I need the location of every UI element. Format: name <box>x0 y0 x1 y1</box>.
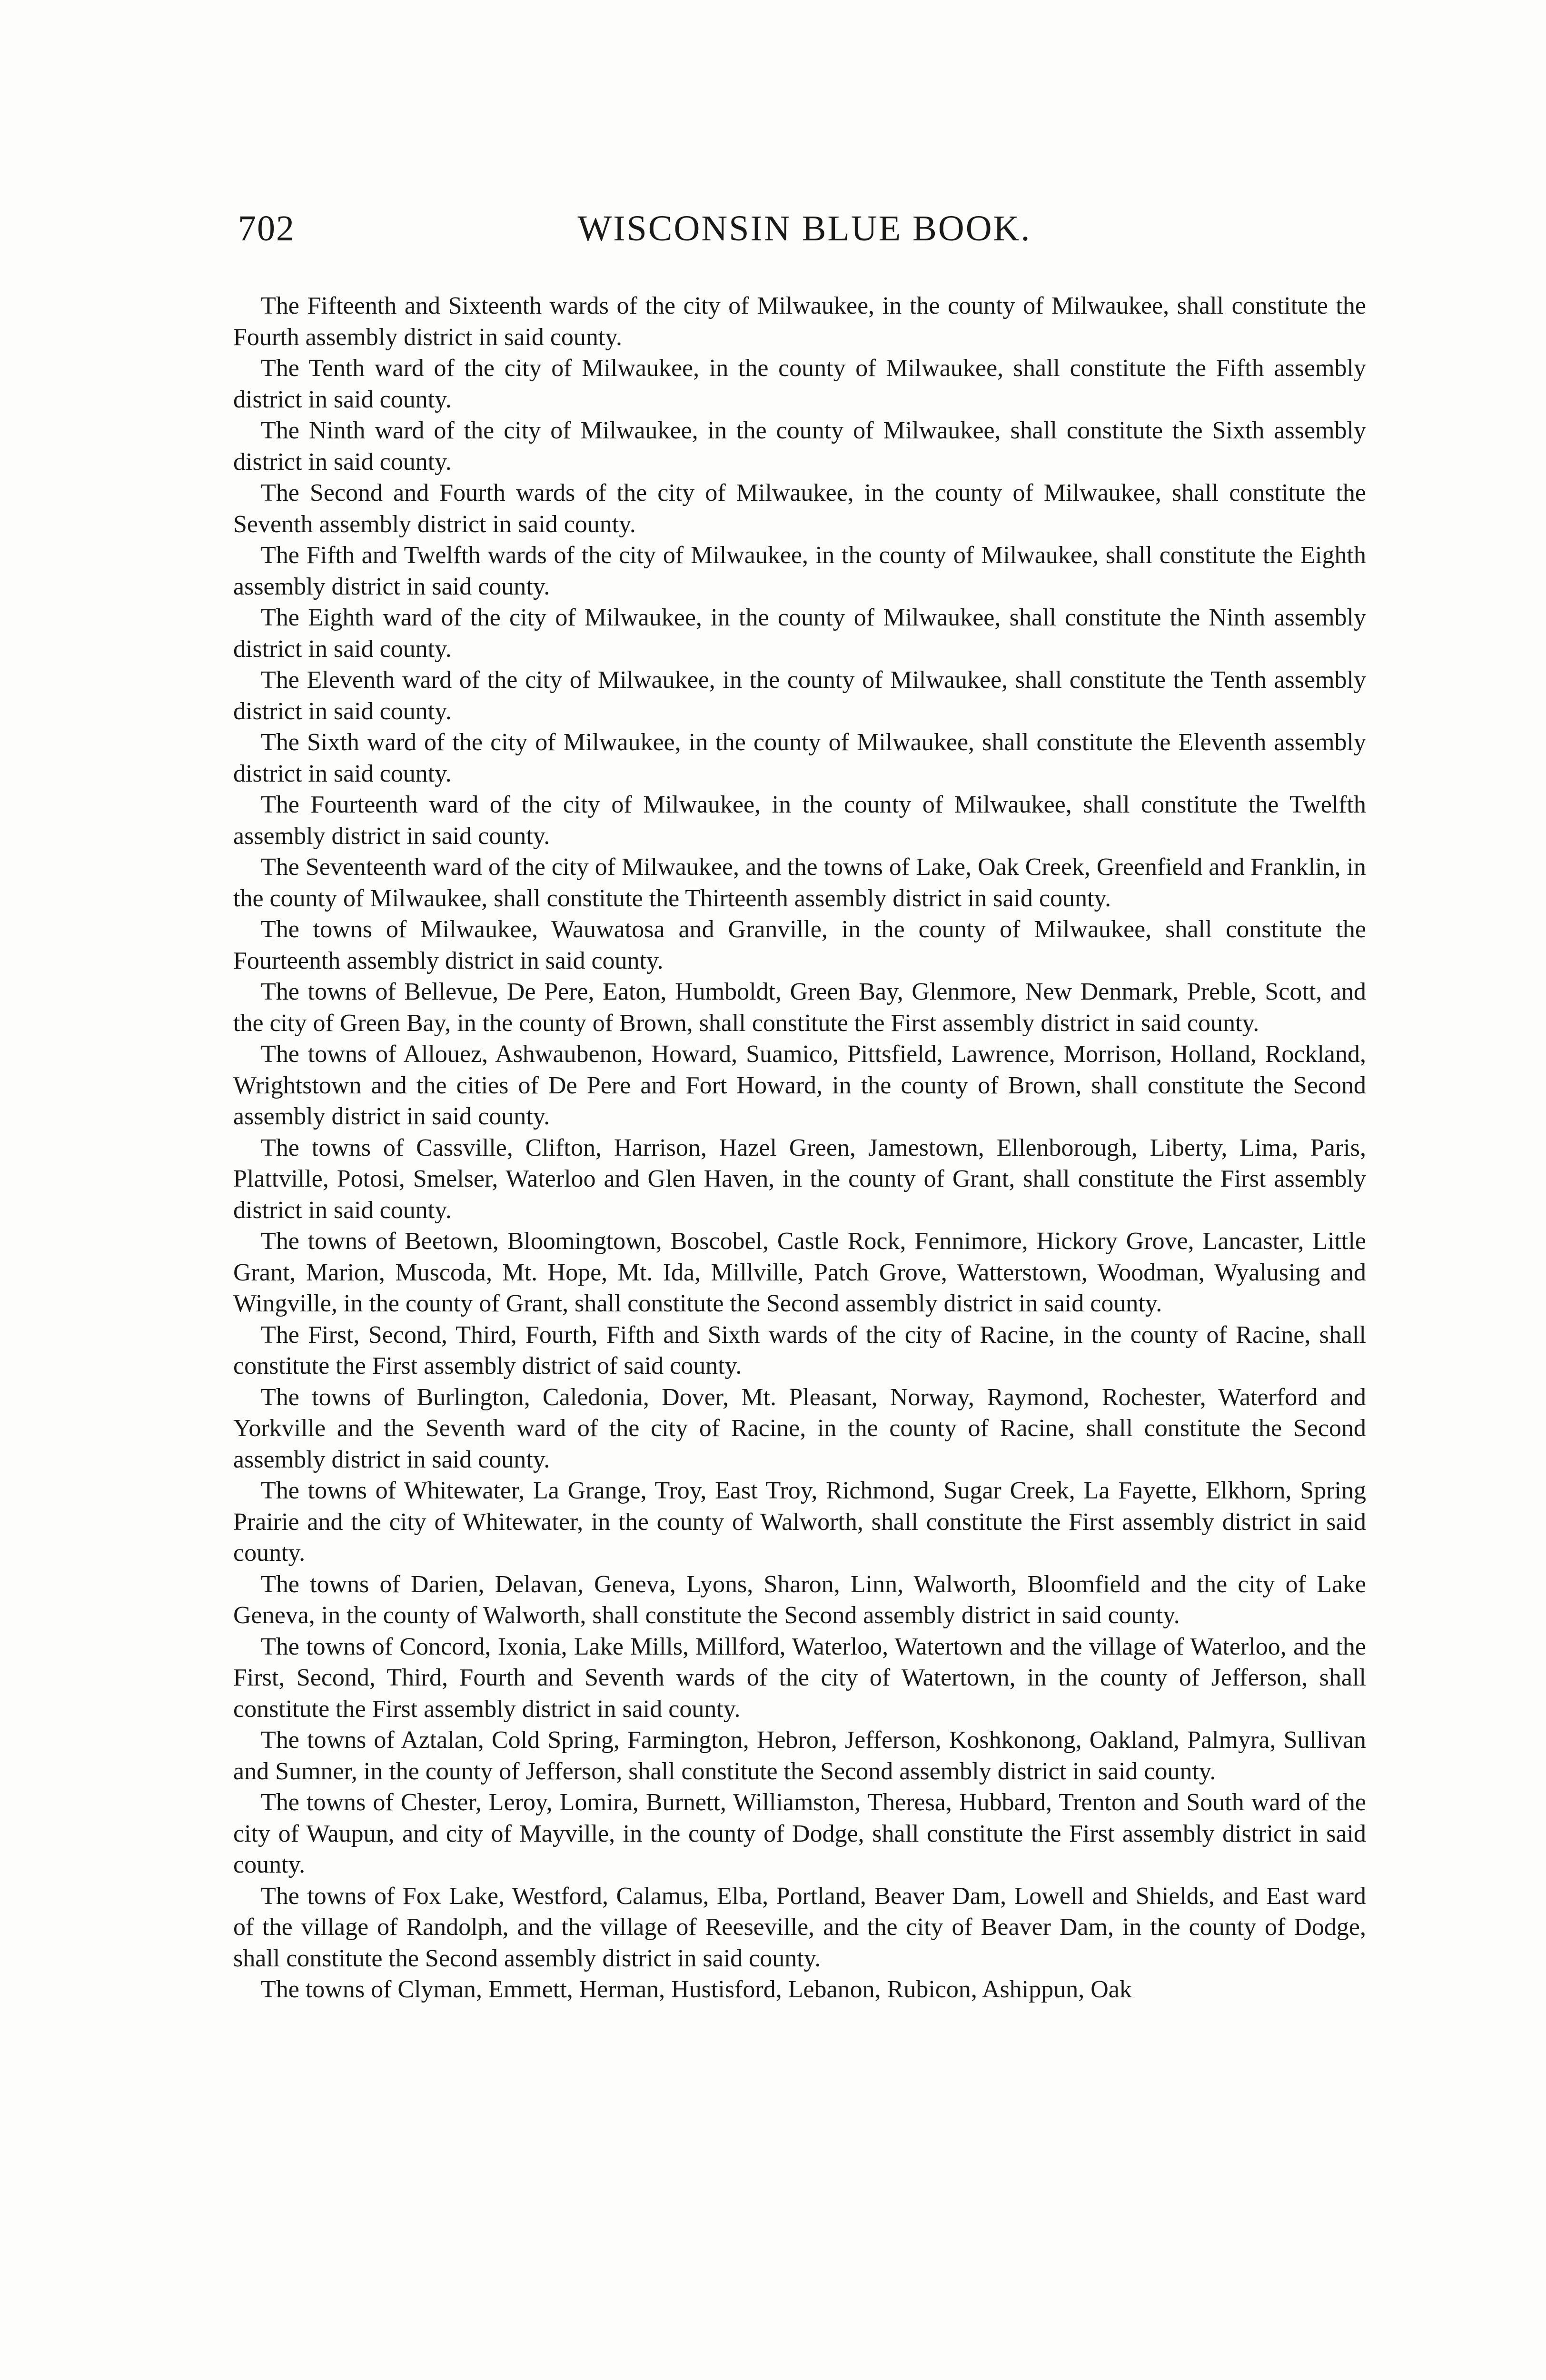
paragraph: The towns of Whitewater, La Grange, Troy, East Troy, Richmond, Sugar Creek, La Fayette, Elkhorn, Spring Prairie and the city of Whitewater, in the county of Walworth, shall constitute the First assembly district in said county. <box>233 1477 1366 1567</box>
page-header <box>238 205 1371 252</box>
paragraph: The towns of Cassville, Clifton, Harrison, Hazel Green, Jamestown, Ellenborough, Liberty, Lima, Paris, Plattville, Potosi, Smelser, Waterloo and Glen Haven, in the county of Grant, shall constitute the First assembly district in said county. <box>233 1134 1366 1224</box>
paragraph: The Fifteenth and Sixteenth wards of the city of Milwaukee, in the county of Milwaukee, shall constitute the Fourth assembly district in said county. <box>233 292 1366 351</box>
paragraph: The towns of Chester, Leroy, Lomira, Burnett, Williamston, Theresa, Hubbard, Trenton and South ward of the city of Waupun, and city of Mayville, in the county of Dodge, shall constitute the First assembly district in said county. <box>233 1789 1366 1878</box>
paragraph: The towns of Fox Lake, Westford, Calamus, Elba, Portland, Beaver Dam, Lowell and Shields, and East ward of the village of Randolph, and the village of Reeseville, and the city of Beaver Dam, in the county of Dodge, shall constitute the Second assembly district in said county. <box>233 1882 1366 1972</box>
paragraph: The towns of Bellevue, De Pere, Eaton, Humboldt, Green Bay, Glenmore, New Denmark, Preble, Scott, and the city of Green Bay, in the county of Brown, shall constitute the First assembly district in said county. <box>233 978 1366 1037</box>
paragraph: The Eleventh ward of the city of Milwaukee, in the county of Milwaukee, shall constitute the Tenth assembly district in said county. <box>233 666 1366 725</box>
running-title: WISCONSIN BLUE BOOK. <box>577 208 1031 248</box>
paragraph: The towns of Aztalan, Cold Spring, Farmington, Hebron, Jefferson, Koshkonong, Oakland, Palmyra, Sullivan and Sumner, in the county of Jefferson, shall constitute the Second assembly district in said county. <box>233 1726 1366 1785</box>
paragraph: The First, Second, Third, Fourth, Fifth and Sixth wards of the city of Racine, in the county of Racine, shall constitute the First assembly district of said county. <box>233 1321 1366 1379</box>
paragraph: The towns of Clyman, Emmett, Herman, Hustisford, Lebanon, Rubicon, Ashippun, Oak <box>261 1976 1132 2003</box>
paragraph: The Eighth ward of the city of Milwaukee, in the county of Milwaukee, shall constitute the Ninth assembly district in said county. <box>233 604 1366 663</box>
paragraph: The Ninth ward of the city of Milwaukee, in the county of Milwaukee, shall constitute the Sixth assembly district in said county. <box>233 417 1366 476</box>
paragraph: The towns of Allouez, Ashwaubenon, Howard, Suamico, Pittsfield, Lawrence, Morrison, Holland, Rockland, Wrightstown and the cities of De Pere and Fort Howard, in the county of Brown, shall constitute the Second assembly district in said county. <box>233 1041 1366 1130</box>
paragraph: The towns of Milwaukee, Wauwatosa and Granville, in the county of Milwaukee, shall constitute the Fourteenth assembly district in said county. <box>233 916 1366 974</box>
paragraph: The towns of Concord, Ixonia, Lake Mills, Millford, Waterloo, Watertown and the village of Waterloo, and the First, Second, Third, Fourth and Seventh wards of the city of Watertown, in the county of Jefferson, shall constitute the First assembly district in said county. <box>233 1633 1366 1723</box>
paragraph: The Tenth ward of the city of Milwaukee, in the county of Milwaukee, shall constitute the Fifth assembly district in said county. <box>233 355 1366 413</box>
paragraph: The Fourteenth ward of the city of Milwaukee, in the county of Milwaukee, shall constitute the Twelfth assembly district in said county. <box>233 791 1366 850</box>
paragraph: The Sixth ward of the city of Milwaukee, in the county of Milwaukee, shall constitute the Eleventh assembly district in said county. <box>233 729 1366 787</box>
paragraph: The Second and Fourth wards of the city of Milwaukee, in the county of Milwaukee, shall constitute the Seventh assembly district in said county. <box>233 479 1366 538</box>
paragraph: The Seventeenth ward of the city of Milwaukee, and the towns of Lake, Oak Creek, Greenfield and Franklin, in the county of Milwaukee, shall constitute the Thirteenth assembly district in said county. <box>233 853 1366 912</box>
body-text <box>233 290 1366 2005</box>
paragraph: The towns of Burlington, Caledonia, Dover, Mt. Pleasant, Norway, Raymond, Rochester, Waterford and Yorkville and the Seventh ward of the city of Racine, in the county of Racine, shall constitute the Second assembly district in said county. <box>233 1383 1366 1473</box>
page-number: 702 <box>238 208 295 248</box>
paragraph: The towns of Darien, Delavan, Geneva, Lyons, Sharon, Linn, Walworth, Bloomfield and the city of Lake Geneva, in the county of Walworth, shall constitute the Second assembly district in said county. <box>233 1570 1366 1629</box>
paragraph: The Fifth and Twelfth wards of the city of Milwaukee, in the county of Milwaukee, shall constitute the Eighth assembly district in said county. <box>233 542 1366 600</box>
paragraph: The towns of Beetown, Bloomingtown, Boscobel, Castle Rock, Fennimore, Hickory Grove, Lancaster, Little Grant, Marion, Muscoda, Mt. Hope, Mt. Ida, Millville, Patch Grove, Watterstown, Woodman, Wyalusing and Wingville, in the county of Grant, shall constitute the Second assembly district in said county. <box>233 1228 1366 1317</box>
